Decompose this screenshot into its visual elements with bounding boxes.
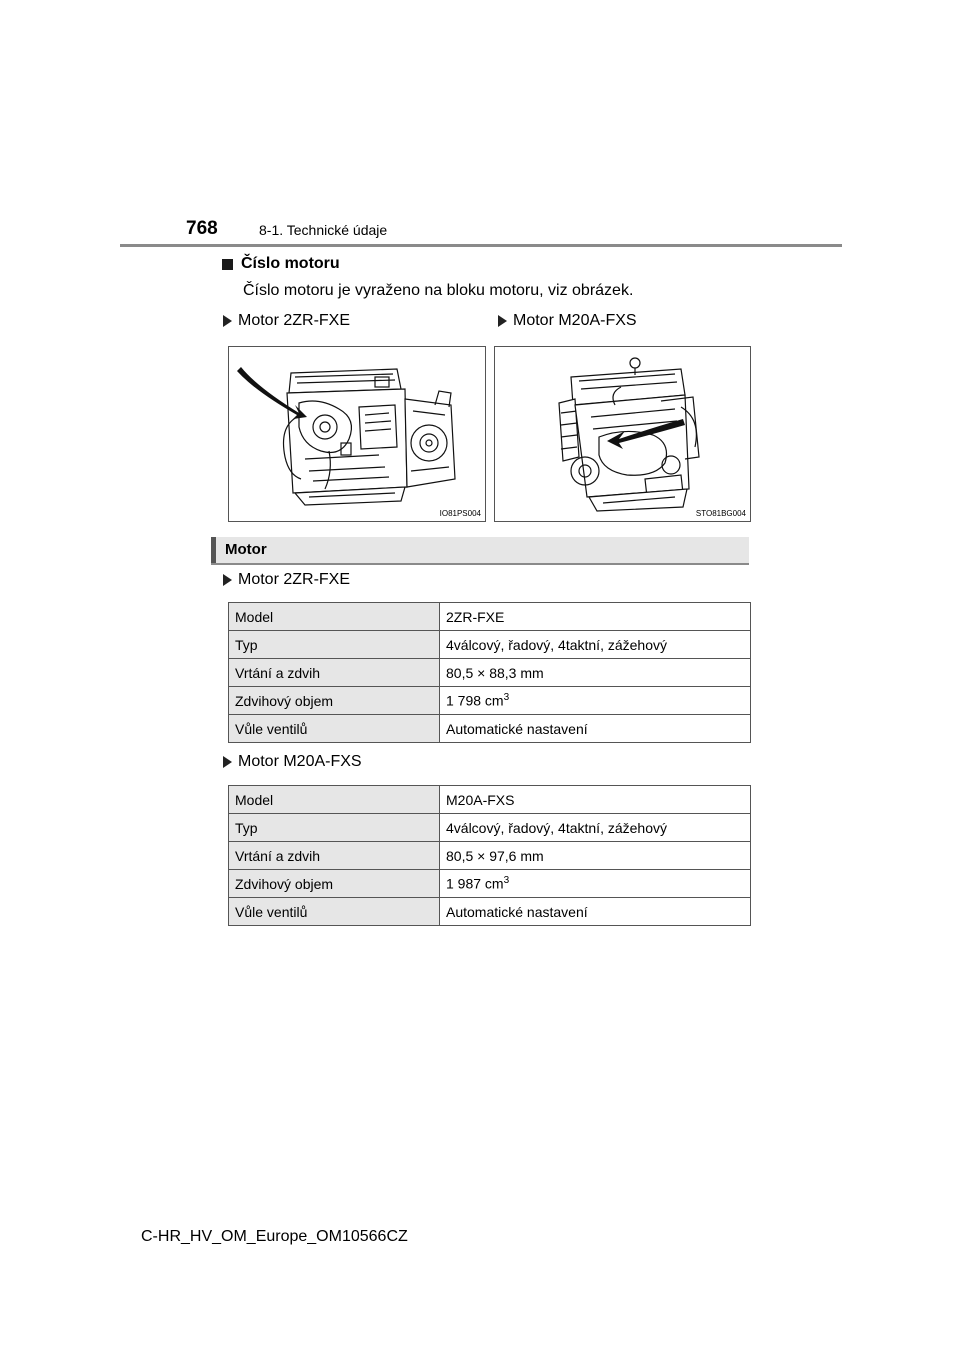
table-row: [229, 814, 751, 842]
table-row: [229, 842, 751, 870]
engine-number-heading-text: Číslo motoru: [241, 255, 340, 272]
engine-illustration-2zr: [229, 347, 485, 521]
spec-key: Vrtání a zdvih: [229, 842, 440, 870]
document-id: C-HR_HV_OM_Europe_OM10566CZ: [141, 1228, 408, 1245]
spec-table-m20a: [228, 785, 751, 926]
spec-value: Automatické nastavení: [440, 898, 751, 926]
figure-label-m20a: [498, 312, 637, 330]
figure-label-2zr: [223, 312, 350, 330]
spec-key: Zdvihový objem: [229, 687, 440, 715]
spec-value: 80,5 × 97,6 mm: [440, 842, 751, 870]
figure-label-m20a-text: Motor M20A-FXS: [513, 312, 637, 329]
spec-key: Typ: [229, 814, 440, 842]
table-row: [229, 659, 751, 687]
engine-figure-2zr: [228, 346, 486, 522]
table-label-m20a-text: Motor M20A-FXS: [238, 753, 362, 770]
spec-value: 2ZR-FXE: [440, 603, 751, 631]
spec-key: Vůle ventilů: [229, 715, 440, 743]
spec-key: Vrtání a zdvih: [229, 659, 440, 687]
motor-section-title: Motor: [225, 541, 267, 558]
displacement-value: 1 798 cm: [446, 692, 504, 709]
spec-value: [440, 687, 751, 715]
displacement-value: 1 987 cm: [446, 875, 504, 892]
spec-value: Automatické nastavení: [440, 715, 751, 743]
figure-code-2zr: IO81PS004: [439, 509, 481, 518]
section-accent: [211, 537, 216, 563]
triangle-bullet-icon: [223, 315, 232, 327]
engine-number-heading: [222, 255, 340, 273]
engine-number-text: Číslo motoru je vyraženo na bloku motoru, viz obrázek.: [243, 282, 634, 299]
table-label-2zr: [223, 571, 350, 589]
table-label-2zr-text: Motor 2ZR-FXE: [238, 571, 351, 588]
motor-section-header: [211, 537, 749, 565]
figure-code-m20a: STO81BG004: [695, 509, 746, 518]
table-row: [229, 603, 751, 631]
triangle-bullet-icon: [223, 756, 232, 768]
section-title: 8-1. Technické údaje: [259, 222, 388, 238]
unit-exponent: 3: [503, 875, 510, 887]
engine-figure-m20a: [494, 346, 751, 522]
table-row: [229, 687, 751, 715]
triangle-bullet-icon: [498, 315, 507, 327]
table-row: [229, 898, 751, 926]
table-row: [229, 715, 751, 743]
spec-key: Typ: [229, 631, 440, 659]
spec-value: 4válcový, řadový, 4taktní, zážehový: [440, 631, 751, 659]
page-number: 768: [186, 218, 218, 239]
table-row: [229, 631, 751, 659]
spec-key: Model: [229, 603, 440, 631]
header-divider: [120, 244, 842, 247]
table-row: [229, 786, 751, 814]
spec-key: Zdvihový objem: [229, 870, 440, 898]
table-row: [229, 870, 751, 898]
square-bullet-icon: [222, 259, 233, 270]
spec-key: Model: [229, 786, 440, 814]
figure-label-2zr-text: Motor 2ZR-FXE: [238, 312, 351, 329]
spec-value: M20A-FXS: [440, 786, 751, 814]
spec-value: 80,5 × 88,3 mm: [440, 659, 751, 687]
spec-table-2zr: [228, 602, 751, 743]
spec-key: Vůle ventilů: [229, 898, 440, 926]
table-label-m20a: [223, 753, 362, 771]
unit-exponent: 3: [503, 692, 510, 704]
engine-illustration-m20a: [495, 347, 750, 521]
spec-value: [440, 870, 751, 898]
triangle-bullet-icon: [223, 574, 232, 586]
spec-value: 4válcový, řadový, 4taktní, zážehový: [440, 814, 751, 842]
